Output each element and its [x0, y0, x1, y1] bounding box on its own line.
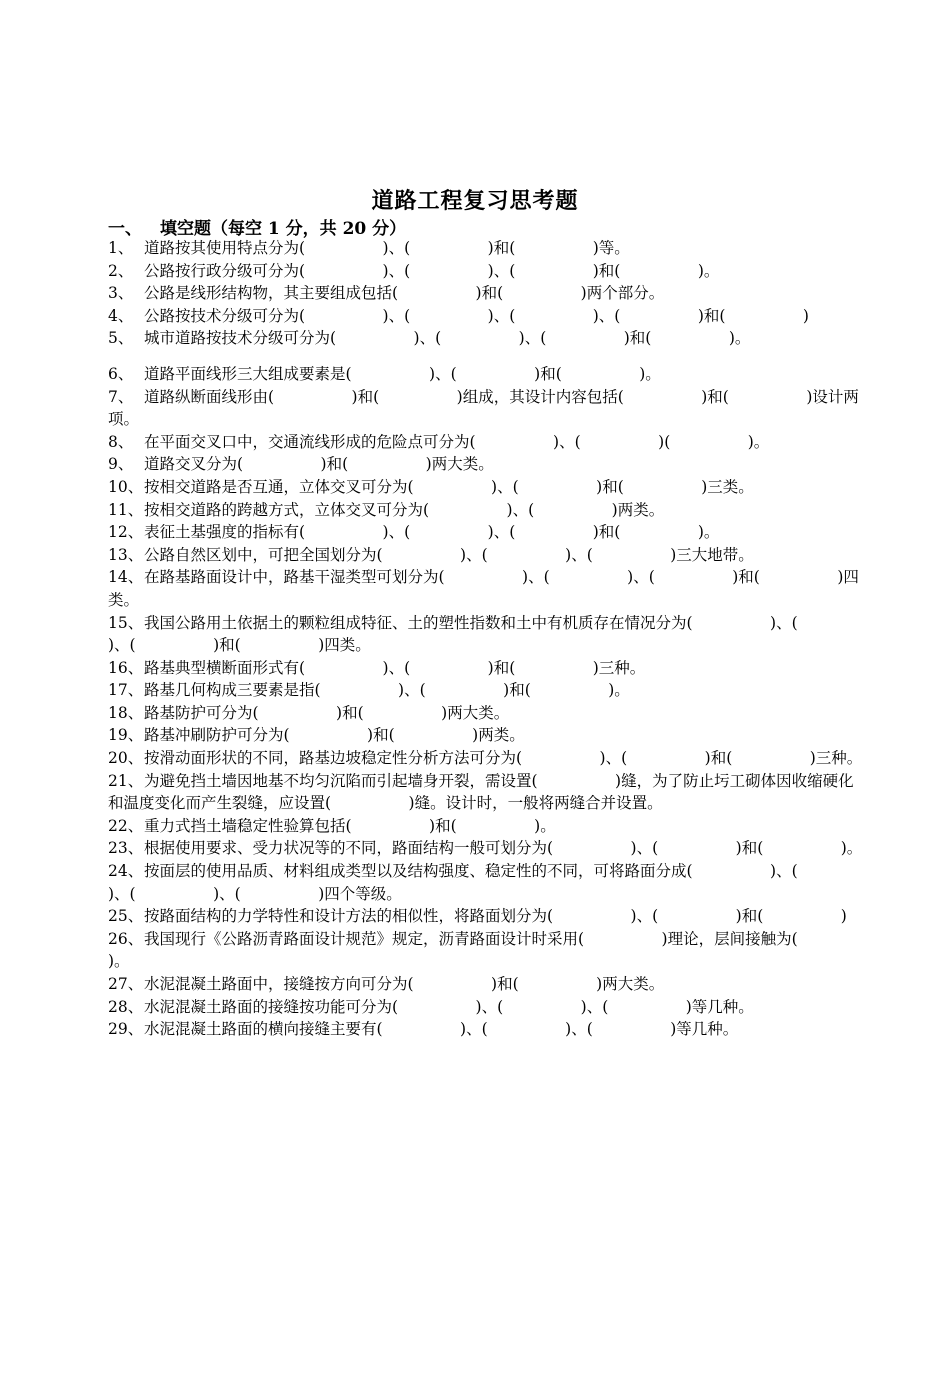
question-number: 20、 [108, 749, 144, 768]
question-text: 我国公路用土依据土的颗粒组成特征、土的塑性指数和土中有机质存在情况分为( )、( )、( )和( )四类。 [108, 613, 876, 655]
question-text: 道路交叉分为( )和( )两大类。 [144, 455, 494, 474]
question-item [108, 679, 868, 702]
question-item [108, 657, 868, 680]
question-text: 按滑动面形状的不同，路基边坡稳定性分析方法可分为( )、( )和( )三种。 [144, 749, 863, 768]
question-number: 14、 [108, 568, 144, 587]
question-item [108, 499, 868, 522]
question-item [108, 282, 868, 305]
question-text: 在路基路面设计中，路基干湿类型可划分为( )、( )、( )和( )四类。 [108, 568, 859, 609]
question-number: 19、 [108, 726, 144, 745]
question-number: 24、 [108, 862, 144, 881]
question-text: 公路自然区划中，可把全国划分为( )、( )、( )三大地带。 [144, 545, 754, 564]
question-item [108, 566, 868, 611]
question-text: 路基冲刷防护可分为( )和( )两类。 [144, 726, 525, 745]
question-text: 水泥混凝土路面的横向接缝主要有( )、( )、( )等几种。 [144, 1020, 739, 1039]
question-text: 公路按行政分级可分为( )、( )、( )和( )。 [144, 261, 720, 280]
question-text: 公路是线形结构物，其主要组成包括( )和( )两个部分。 [144, 284, 665, 303]
question-number: 11、 [108, 500, 144, 519]
question-item [108, 973, 868, 996]
question-number: 9、 [108, 455, 134, 474]
question-text: 为避免挡土墙因地基不均匀沉陷而引起墙身开裂，需设置( )缝，为了防止圬工砌体因收缩硬化和温度变化而产生裂缝，应设置( )缝。设计时，一般将两缝合并设置。 [108, 771, 854, 813]
question-item [108, 544, 868, 567]
question-number: 10、 [108, 477, 144, 496]
question-number: 26、 [108, 929, 144, 948]
question-number: 13、 [108, 545, 144, 564]
question-number: 8、 [108, 432, 134, 451]
question-number: 2、 [108, 261, 134, 280]
question-item [108, 928, 876, 973]
question-item [108, 612, 876, 657]
question-text: 按路面结构的力学特性和设计方法的相似性，将路面划分为( )、( )和( ) [144, 907, 847, 926]
question-item [108, 702, 868, 725]
question-item [108, 237, 868, 260]
question-item [108, 363, 868, 386]
section-title: 填空题（每空 1 分，共 20 分） [160, 219, 407, 239]
question-item [108, 860, 876, 905]
question-item [108, 996, 868, 1019]
question-number: 22、 [108, 816, 144, 835]
question-number: 27、 [108, 975, 144, 993]
question-number: 21、 [108, 771, 144, 790]
question-number: 4、 [108, 306, 134, 325]
question-text: 路基几何构成三要素是指( )、( )和( )。 [144, 681, 630, 700]
question-text: 水泥混凝土路面的接缝按功能可分为( )、( )、( )等几种。 [144, 997, 754, 1016]
question-number: 7、 [108, 387, 134, 406]
question-number: 17、 [108, 681, 144, 700]
question-item [108, 905, 868, 928]
question-text: 按相交道路的跨越方式，立体交叉可分为( )、( )两类。 [144, 500, 665, 519]
question-text: 按面层的使用品质、材料组成类型以及结构强度、稳定性的不同，可将路面分成( )、( )、( )、( )四个等级。 [108, 862, 876, 903]
section-heading [108, 214, 406, 239]
question-item [108, 724, 868, 747]
question-number: 29、 [108, 1020, 144, 1039]
question-item [108, 770, 868, 815]
page-title: 道路工程复习思考题 [371, 188, 579, 214]
question-item [108, 521, 868, 544]
question-text: 城市道路按技术分级可分为( )、( )、( )和( )。 [144, 329, 751, 348]
question-text: 水泥混凝土路面中，接缝按方向可分为( )和( )两大类。 [144, 975, 665, 993]
question-item [108, 1018, 868, 1041]
question-number: 23、 [108, 839, 144, 858]
question-number: 25、 [108, 907, 144, 926]
question-text: 重力式挡土墙稳定性验算包括( )和( )。 [144, 816, 556, 835]
question-item [108, 260, 868, 283]
question-number: 3、 [108, 284, 134, 303]
question-item [108, 327, 868, 350]
question-number: 5、 [108, 329, 134, 348]
question-text: 路基典型横断面形式有( )、( )和( )三种。 [144, 658, 646, 677]
question-item [108, 431, 868, 454]
question-text: 公路按技术分级可分为( )、( )、( )、( )和( ) [144, 306, 809, 325]
question-number: 6、 [108, 364, 134, 383]
question-text: 路基防护可分为( )和( )两大类。 [144, 703, 510, 722]
question-text: 表征土基强度的指标有( )、( )、( )和( )。 [144, 523, 720, 542]
question-number: 18、 [108, 703, 144, 722]
question-text: 我国现行《公路沥青路面设计规范》规定，沥青路面设计时采用( )理论，层间接触为( )。 [108, 929, 876, 971]
question-text: 在平面交叉口中，交通流线形成的危险点可分为( )、( )( )。 [144, 432, 770, 451]
question-item [108, 476, 868, 499]
question-item [108, 453, 868, 476]
question-list [108, 237, 876, 1041]
question-text: 按相交道路是否互通，立体交叉可分为( )、( )和( )三类。 [144, 477, 754, 496]
question-number: 1、 [108, 239, 134, 257]
section-number: 一、 [108, 219, 142, 239]
question-item [108, 747, 868, 770]
question-text: 道路纵断面线形由( )和( )组成，其设计内容包括( )和( )设计两项。 [108, 387, 859, 429]
question-number: 12、 [108, 523, 144, 542]
question-number: 28、 [108, 997, 144, 1016]
question-number: 16、 [108, 658, 144, 677]
question-text: 道路按其使用特点分为( )、( )和( )等。 [144, 239, 630, 257]
question-item [108, 815, 868, 838]
question-item [108, 837, 868, 860]
question-item [108, 386, 868, 431]
question-number: 15、 [108, 613, 144, 632]
question-text: 根据使用要求、受力状况等的不同，路面结构一般可划分为( )、( )和( )。 [144, 839, 863, 858]
question-item [108, 305, 868, 328]
question-text: 道路平面线形三大组成要素是( )、( )和( )。 [144, 364, 661, 383]
